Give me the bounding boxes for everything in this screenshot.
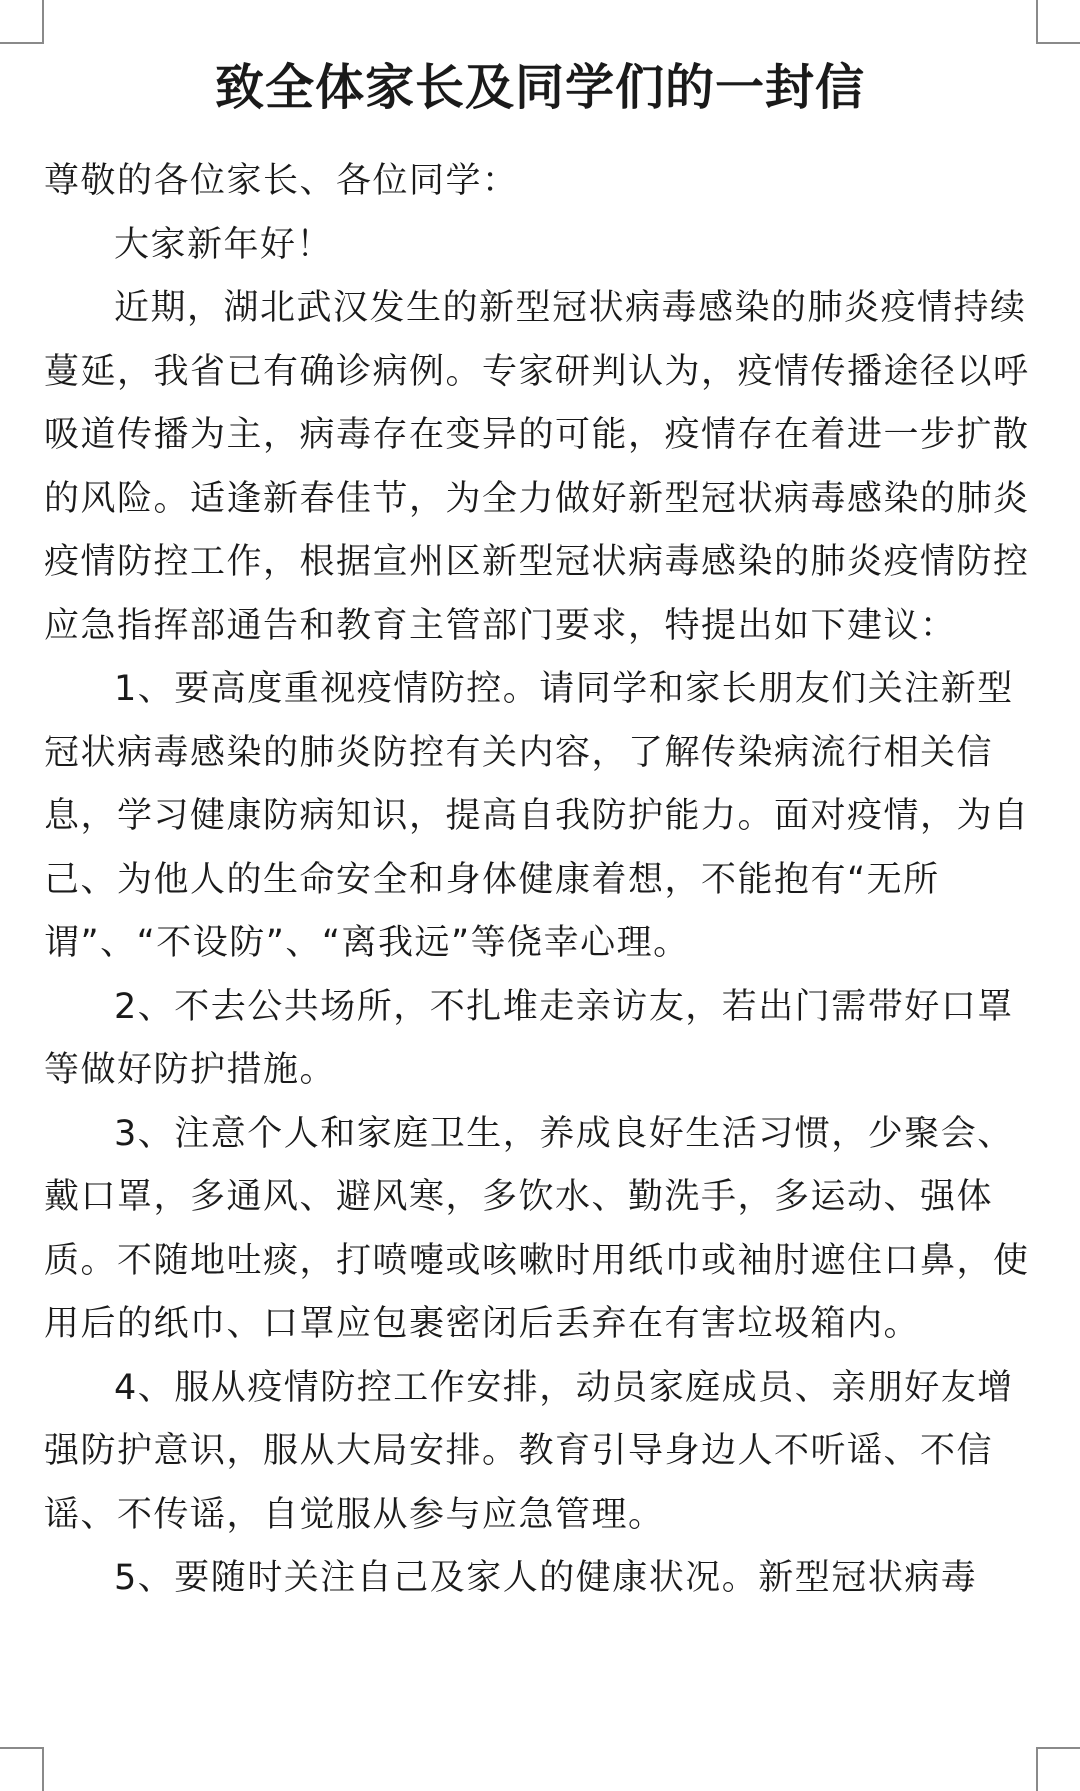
- crop-mark-bottom-right: [1036, 1747, 1080, 1791]
- paragraph-item-4: 4、服从疫情防控工作安排，动员家庭成员、亲朋好友增强防护意识，服从大局安排。教育引导身边人不听谣、不信谣、不传谣，自觉服从参与应急管理。: [44, 1367, 1014, 1535]
- crop-mark-top-right: [1036, 0, 1080, 44]
- paragraph-intro: 近期，湖北武汉发生的新型冠状病毒感染的肺炎疫情持续蔓延，我省已有确诊病例。专家研判认为，疫情传播途径以呼吸道传播为主，病毒存在变异的可能，疫情存在着进一步扩散的风险。适逢新春佳节，为全力做好新型冠状病毒感染的肺炎疫情防控工作，根据宣州区新型冠状病毒感染的肺炎疫情防控应急指挥部通告和教育主管部门要求，特提出如下建议：: [44, 288, 1030, 646]
- letter-title: 致全体家长及同学们的一封信: [214, 59, 865, 116]
- letter-body: [44, 150, 1044, 1611]
- paragraph-item-2: 2、不去公共场所，不扎堆走亲访友，若出门需带好口罩等做好防护措施。: [44, 986, 1014, 1090]
- paragraph-item-1: 1、要高度重视疫情防控。请同学和家长朋友们关注新型冠状病毒感染的肺炎防控有关内容，了解传染病流行相关信息，学习健康防病知识，提高自我防护能力。面对疫情，为自己、为他人的生命安全和身体健康着想，不能抱有“无所谓”、“不设防”、“离我远”等侥幸心理。: [44, 669, 1030, 963]
- paragraph-item-3: 3、注意个人和家庭卫生，养成良好生活习惯，少聚会、戴口罩，多通风、避风寒，多饮水、勤洗手，多运动、强体质。不随地吐痰，打喷嚏或咳嗽时用纸巾或袖肘遮住口鼻，使用后的纸巾、口罩应包裹密闭后丢弃在有害垃圾箱内。: [44, 1113, 1030, 1344]
- crop-mark-bottom-left: [0, 1747, 44, 1791]
- salutation: 尊敬的各位家长、各位同学：: [44, 161, 519, 201]
- crop-mark-top-left: [0, 0, 44, 44]
- paragraph-item-5: 5、要随时关注自己及家人的健康状况。新型冠状病毒: [114, 1558, 978, 1598]
- paragraph-greeting: 大家新年好！: [114, 224, 334, 265]
